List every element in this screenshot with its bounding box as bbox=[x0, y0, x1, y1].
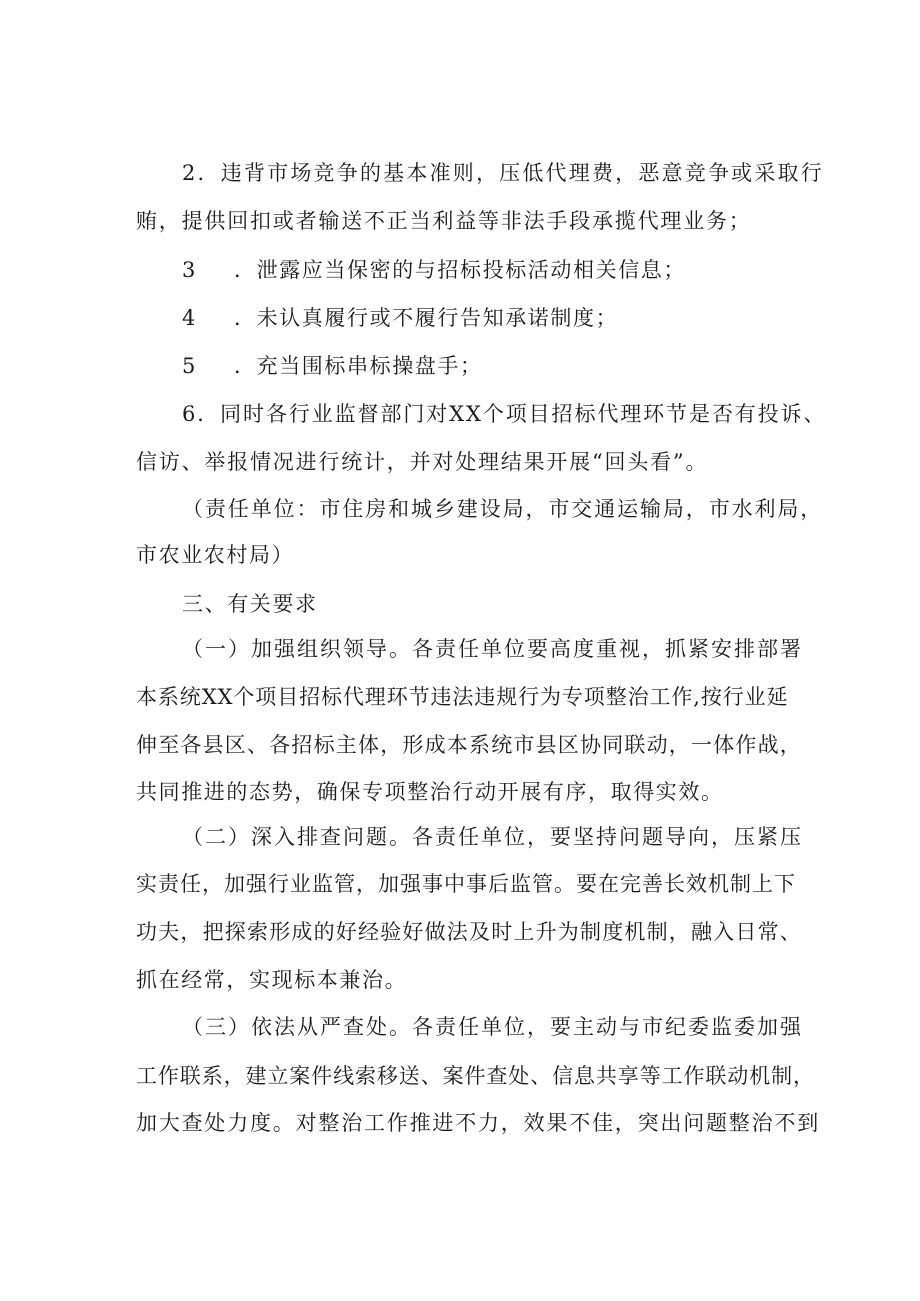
item-5-text: ．充当围标串标操盘手； bbox=[234, 354, 483, 378]
para-2-line-3: 功夫，把探索形成的好经验好做法及时上升为制度机制，融入日常、 bbox=[136, 920, 802, 944]
item-6-line-1: 6．同时各行业监督部门对XX个项目招标代理环节是否有投诉、 bbox=[182, 402, 827, 426]
section-3-heading: 三、有关要求 bbox=[182, 592, 318, 616]
para-1-line-1: （一）加强组织领导。各责任单位要高度重视，抓紧安排部署 bbox=[182, 637, 803, 661]
item-5-number: 5 bbox=[182, 354, 197, 378]
para-3-line-2: 工作联系，建立案件线索移送、案件查处、信息共享等工作联动机制， bbox=[136, 1064, 815, 1088]
item-4 bbox=[182, 303, 619, 333]
responsible-units-line-2: 市农业农村局） bbox=[136, 543, 295, 567]
item-3-number: 3 bbox=[182, 258, 197, 282]
item-6-line-2: 信访、举报情况进行统计，并对处理结果开展“回头看”。 bbox=[136, 450, 709, 474]
item-5 bbox=[182, 351, 483, 381]
para-2-line-2: 实责任，加强行业监管，加强事中事后监管。要在完善长效机制上下 bbox=[136, 872, 796, 896]
para-1-line-3: 伸至各县区、各招标主体，形成本系统市县区协同联动，一体作战， bbox=[136, 733, 802, 757]
para-1-line-2: 本系统XX个项目招标代理环节违法违规行为专项整治工作,按行业延 bbox=[136, 685, 789, 709]
item-2-line-2: 贿，提供回扣或者输送不正当利益等非法手段承揽代理业务； bbox=[136, 209, 752, 233]
item-3-text: ．泄露应当保密的与招标投标活动相关信息； bbox=[234, 258, 686, 282]
item-3 bbox=[182, 255, 686, 285]
para-2-line-1: （二）深入排查问题。各责任单位，要坚持问题导向，压紧压 bbox=[182, 825, 803, 849]
para-3-line-1: （三）依法从严查处。各责任单位，要主动与市纪委监委加强 bbox=[182, 1015, 803, 1039]
item-4-text: ．未认真履行或不履行告知承诺制度； bbox=[234, 306, 619, 330]
item-4-number: 4 bbox=[182, 306, 197, 330]
item-2-line-1: 2．违背市场竞争的基本准则，压低代理费，恶意竞争或采取行 bbox=[182, 161, 824, 185]
para-1-line-4: 共同推进的态势，确保专项整治行动开展有序，取得实效。 bbox=[136, 780, 724, 804]
responsible-units-line-1: （责任单位：市住房和城乡建设局，市交通运输局，市水利局， bbox=[182, 497, 824, 521]
para-2-line-4: 抓在经常，实现标本兼治。 bbox=[136, 968, 408, 992]
para-3-line-3: 加大查处力度。对整治工作推进不力，效果不佳，突出问题整治不到 bbox=[136, 1111, 820, 1135]
